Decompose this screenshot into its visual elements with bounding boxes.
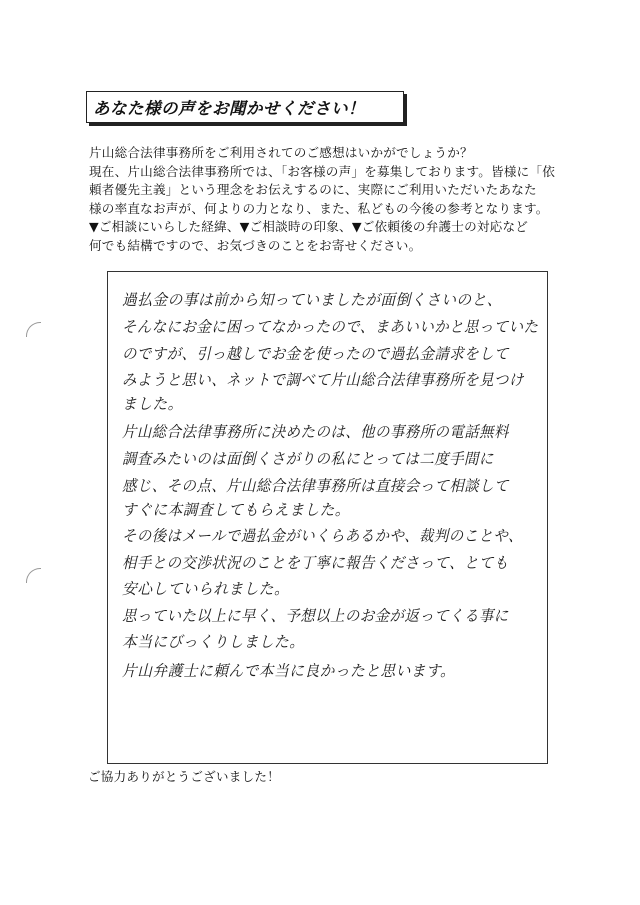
intro-line: 何でも結構ですので、お気づきのことをお寄せください。 bbox=[89, 237, 422, 253]
handwritten-line: その後はメールで過払金がいくらあるかや、裁判のことや、 bbox=[122, 527, 523, 545]
handwritten-line: 感じ、その点、片山総合法律事務所は直接会って相談して bbox=[122, 477, 509, 495]
handwritten-line: 片山弁護士に頼んで本当に良かったと思います。 bbox=[122, 662, 456, 680]
intro-line: 片山総合法律事務所をご利用されてのご感想はいかがでしょうか？ bbox=[89, 145, 473, 160]
handwritten-line: みようと思い、ネットで調べて片山総合法律事務所を見つけ bbox=[122, 371, 524, 389]
handwritten-line: 片山総合法律事務所に決めたのは、他の事務所の電話無料 bbox=[122, 423, 509, 441]
handwritten-line: 安心していられました。 bbox=[122, 580, 290, 598]
handwritten-line: 過払金の事は前から知っていましたが面倒くさいのと、 bbox=[122, 291, 503, 309]
thanks-message: ご協力ありがとうございました！ bbox=[88, 769, 280, 784]
handwritten-line: 相手との交渉状況のことを丁寧に報告くださって、とても bbox=[122, 554, 509, 572]
intro-line: 様の率直なお声が、何よりの力となり、また、私どもの今後の参考となります。 bbox=[89, 200, 549, 216]
punch-hole-mark bbox=[26, 568, 41, 583]
intro-line: 現在、片山総合法律事務所では、「お客様の声」を募集しております。皆様に「依 bbox=[89, 163, 556, 179]
page-title: あなた様の声をお聞かせください！ bbox=[86, 91, 404, 123]
intro-line: 頼者優先主義」という理念をお伝えするのに、実際にご利用いただいたあなた bbox=[89, 182, 537, 197]
intro-line: ▼ご相談にいらした経緯、▼ご相談時の印象、▼ご依頼後の弁護士の対応など bbox=[89, 219, 529, 234]
handwritten-line: のですが、引っ越しでお金を使ったので過払金請求をして bbox=[122, 345, 509, 363]
handwritten-line: そんなにお金に困ってなかったので、まあいいかと思っていた bbox=[122, 318, 539, 336]
handwritten-line: すぐに本調査してもらえました。 bbox=[122, 501, 351, 519]
handwritten-line: ました。 bbox=[122, 395, 183, 413]
handwritten-line: 本当にびっくりしました。 bbox=[122, 633, 305, 651]
intro-text bbox=[89, 144, 559, 255]
handwritten-line: 調査みたいのは面倒くさがりの私にとっては二度手間に bbox=[122, 450, 494, 468]
punch-hole-mark bbox=[26, 322, 41, 337]
handwritten-line: 思っていた以上に早く、予想以上のお金が返ってくる事に bbox=[122, 607, 509, 625]
